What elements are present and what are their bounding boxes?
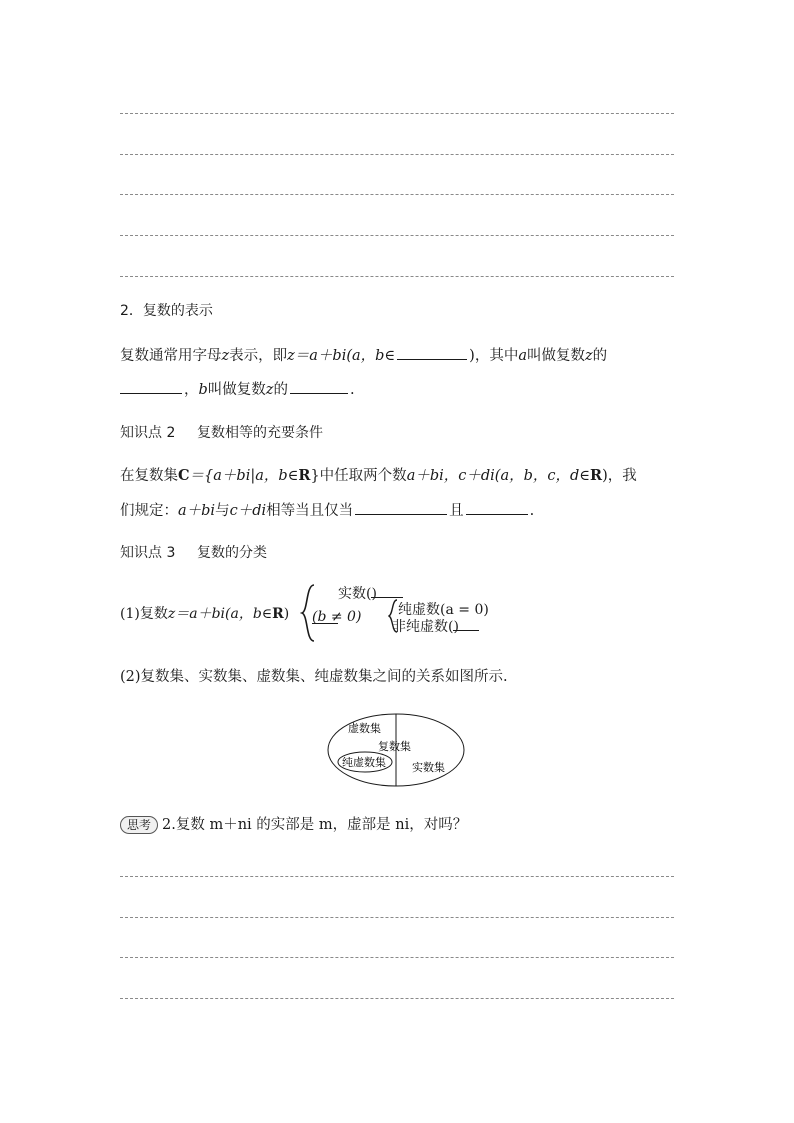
text: 相等当且仅当 [266,503,354,519]
section-2-heading [120,301,676,321]
kp2-line-2 [120,500,676,521]
kp2-label: 知识点 2 [120,425,176,441]
expr-1: a＋bi [178,503,216,519]
kp2-heading [120,423,676,443]
label-imag-set: 虚数集 [348,722,381,735]
kp3-label: 知识点 3 [120,545,176,561]
section-2-title: 2．复数的表示 [120,303,213,319]
text: 表示，即 [229,348,288,364]
think-question [120,815,676,835]
blank-field[interactable] [466,500,528,515]
var-b: b [198,382,208,398]
nums-expr: a＋bi，c＋di(a，b，c，d∈ [406,468,591,484]
set-r: R [298,467,311,484]
text: 叫做复数 [527,348,585,364]
text: . [529,503,535,519]
var-z: z [221,348,230,364]
classification-diagram [120,583,540,643]
think-badge: 思考 [120,816,158,834]
answer-line[interactable] [120,876,674,877]
text: 的 [592,348,608,364]
text: )，我 [602,468,637,484]
expr-2: c＋di [229,503,267,519]
answer-line[interactable] [120,276,674,277]
answer-line[interactable] [120,998,674,999]
blank-field[interactable] [312,609,338,624]
text: ， [184,382,199,398]
text: 在复数集 [120,468,178,484]
pure-imag-branch: 纯虚数(a = 0) [398,602,489,618]
text: 叫做复数 [207,382,266,398]
kp2-title: 复数相等的充要条件 [197,425,323,441]
non-pure-imag-branch: 非纯虚数( ) [392,616,459,636]
blank-field[interactable] [290,379,348,394]
section-2-line-2 [120,379,676,400]
item-1-prefix: (1)复数z＝a＋bi(a，b∈R) [120,606,290,622]
var-z: z [585,348,593,364]
real-number-branch: 实数( ) [338,583,377,603]
text: 的 [273,382,288,398]
text: 们规定： [120,503,178,519]
imag-branch: (b ≠ 0) [312,609,362,625]
var-z: z [265,382,274,398]
text: (2)复数集、实数集、虚数集、纯虚数集之间的关系如图所示. [120,669,508,685]
item-2-text [120,667,676,687]
answer-line[interactable] [120,154,674,155]
formula-z: z＝a＋bi(a，b∈ [287,348,396,364]
text: 与 [215,503,230,519]
blank-field[interactable] [453,616,479,631]
answer-line[interactable] [120,917,674,918]
set-r: R [590,467,603,484]
blank-field[interactable] [397,345,467,360]
set-expr: ＝{a＋bi|a，b∈ [189,468,299,484]
label-real-set: 实数集 [412,761,445,774]
kp3-title: 复数的分类 [197,545,267,561]
set-c: C [178,467,190,484]
answer-line[interactable] [120,113,674,114]
answer-line[interactable] [120,957,674,958]
var-a: a [518,348,527,364]
text: }中任取两个数 [310,468,407,484]
text: )，其中 [469,348,519,364]
blank-field[interactable] [371,583,403,598]
blank-field[interactable] [120,379,182,394]
kp2-line-1 [120,466,676,486]
text: . [349,382,355,398]
blank-field[interactable] [355,500,447,515]
label-complex-set: 复数集 [378,740,411,753]
section-2-line-1 [120,345,676,366]
text: 复数通常用字母 [120,348,222,364]
answer-line[interactable] [120,235,674,236]
text: 且 [449,503,464,519]
think-question-text: 2.复数 m＋ni 的实部是 m，虚部是 ni，对吗？ [162,817,468,833]
kp3-heading [120,543,676,563]
answer-line[interactable] [120,194,674,195]
set-relation-diagram [326,712,466,788]
label-pure-imag-set: 纯虚数集 [342,756,386,769]
